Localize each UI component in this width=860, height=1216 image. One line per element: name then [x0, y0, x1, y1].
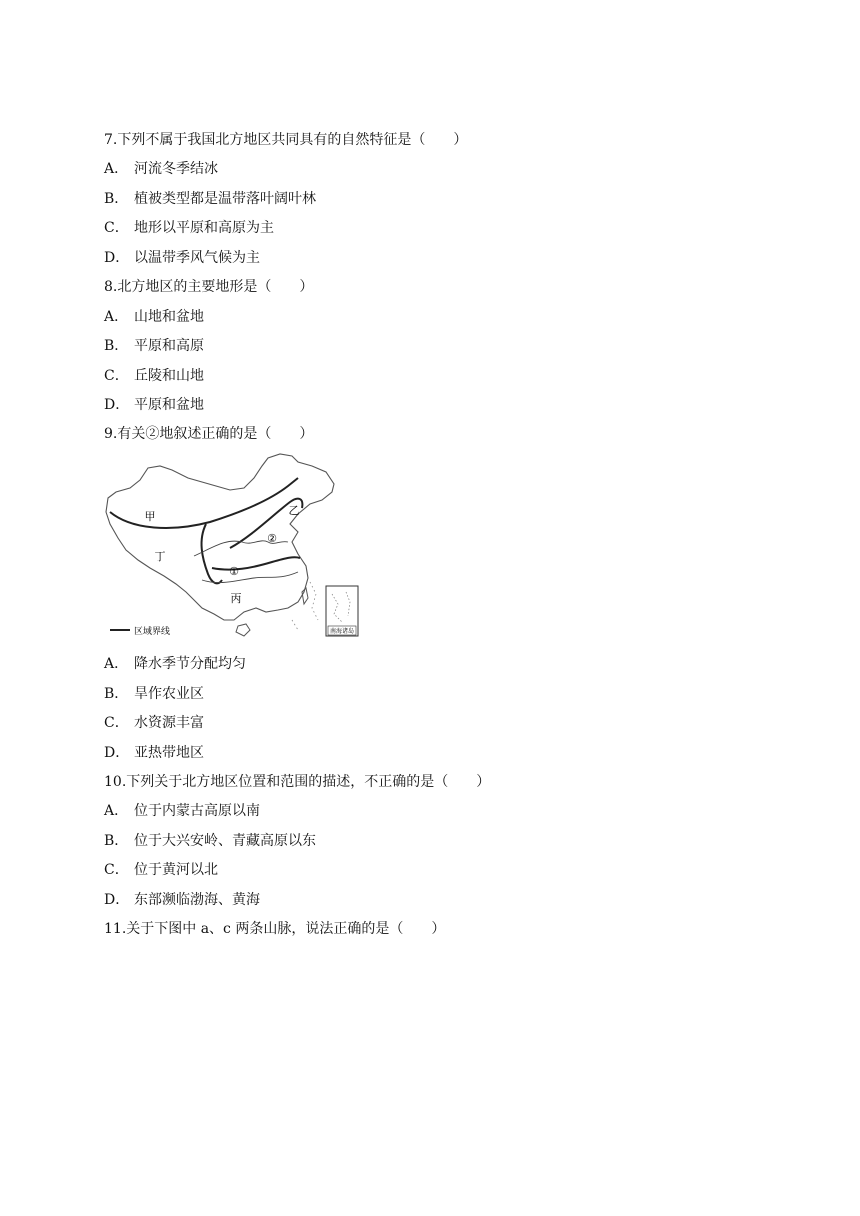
option-letter: B． [104, 833, 129, 849]
china-outline [106, 454, 334, 620]
legend-label: 区域界线 [134, 627, 171, 637]
question-8-option-d [104, 396, 204, 414]
boundary-qinling [212, 557, 300, 569]
option-text: 平原和盆地 [134, 397, 204, 413]
question-10-option-d [104, 891, 260, 909]
question-7-option-b [104, 190, 316, 208]
option-letter: C． [104, 368, 129, 384]
option-text: 山地和盆地 [134, 309, 204, 325]
inset-islands [332, 592, 350, 622]
region-label-yi: 乙 [288, 504, 300, 517]
option-text: 地形以平原和高原为主 [134, 220, 274, 236]
question-7-stem: 7.下列不属于我国北方地区共同具有的自然特征是（ ） [104, 132, 468, 148]
option-text: 旱作农业区 [134, 686, 204, 702]
option-letter: D． [104, 250, 130, 266]
question-8-option-b [104, 337, 204, 355]
boundary-north [110, 478, 298, 528]
question-9-option-b [104, 685, 204, 703]
option-letter: D． [104, 892, 130, 908]
option-letter: C． [104, 862, 129, 878]
option-letter: B． [104, 338, 129, 354]
region-label-bing: 丙 [230, 592, 242, 605]
option-text: 植被类型都是温带落叶阔叶林 [134, 191, 316, 207]
question-7-option-c [104, 219, 274, 237]
option-text: 位于黄河以北 [134, 862, 218, 878]
question-9-stem: 9.有关②地叙述正确的是（ ） [104, 426, 314, 442]
option-text: 水资源丰富 [134, 715, 204, 731]
option-text: 平原和高原 [134, 338, 204, 354]
option-letter: A． [104, 161, 129, 177]
region-label-two: ② [267, 532, 277, 545]
china-region-map [102, 452, 364, 642]
hainan-island [236, 624, 250, 636]
question-8-option-a [104, 308, 204, 326]
option-text: 位于内蒙古高原以南 [134, 803, 260, 819]
option-letter: A． [104, 656, 129, 672]
question-10-stem: 10.下列关于北方地区位置和范围的描述，不正确的是（ ） [104, 774, 491, 790]
boundary-qinghai [202, 524, 222, 583]
option-text: 以温带季风气候为主 [134, 250, 260, 266]
option-letter: B． [104, 686, 129, 702]
option-letter: C． [104, 220, 129, 236]
option-letter: A． [104, 309, 129, 325]
question-9-option-c [104, 714, 204, 732]
china-map-svg [102, 452, 364, 642]
question-8-stem: 8.北方地区的主要地形是（ ） [104, 279, 314, 295]
yangtze-river [202, 572, 298, 583]
region-label-one: ① [229, 565, 239, 578]
option-text: 丘陵和山地 [134, 368, 204, 384]
option-letter: C． [104, 715, 129, 731]
option-letter: D． [104, 397, 130, 413]
question-9-option-d [104, 744, 204, 762]
option-text: 降水季节分配均匀 [134, 656, 246, 672]
inset-caption: 南海诸岛 [329, 628, 355, 635]
question-8-option-c [104, 367, 204, 385]
question-7-option-d [104, 249, 260, 267]
question-10-option-c [104, 861, 218, 879]
option-text: 位于大兴安岭、青藏高原以东 [134, 833, 316, 849]
question-10-option-a [104, 802, 260, 820]
region-label-jia: 甲 [144, 510, 156, 523]
option-letter: D． [104, 745, 130, 761]
option-text: 东部濒临渤海、黄海 [134, 892, 260, 908]
option-letter: B． [104, 191, 129, 207]
region-label-ding: 丁 [154, 550, 166, 563]
question-11-stem: 11.关于下图中 a、c 两条山脉，说法正确的是（ ） [104, 921, 446, 937]
question-7-option-a [104, 160, 218, 178]
option-letter: A． [104, 803, 129, 819]
question-10-option-b [104, 832, 316, 850]
option-text: 河流冬季结冰 [134, 161, 218, 177]
option-text: 亚热带地区 [134, 745, 204, 761]
question-9-option-a [104, 655, 246, 673]
